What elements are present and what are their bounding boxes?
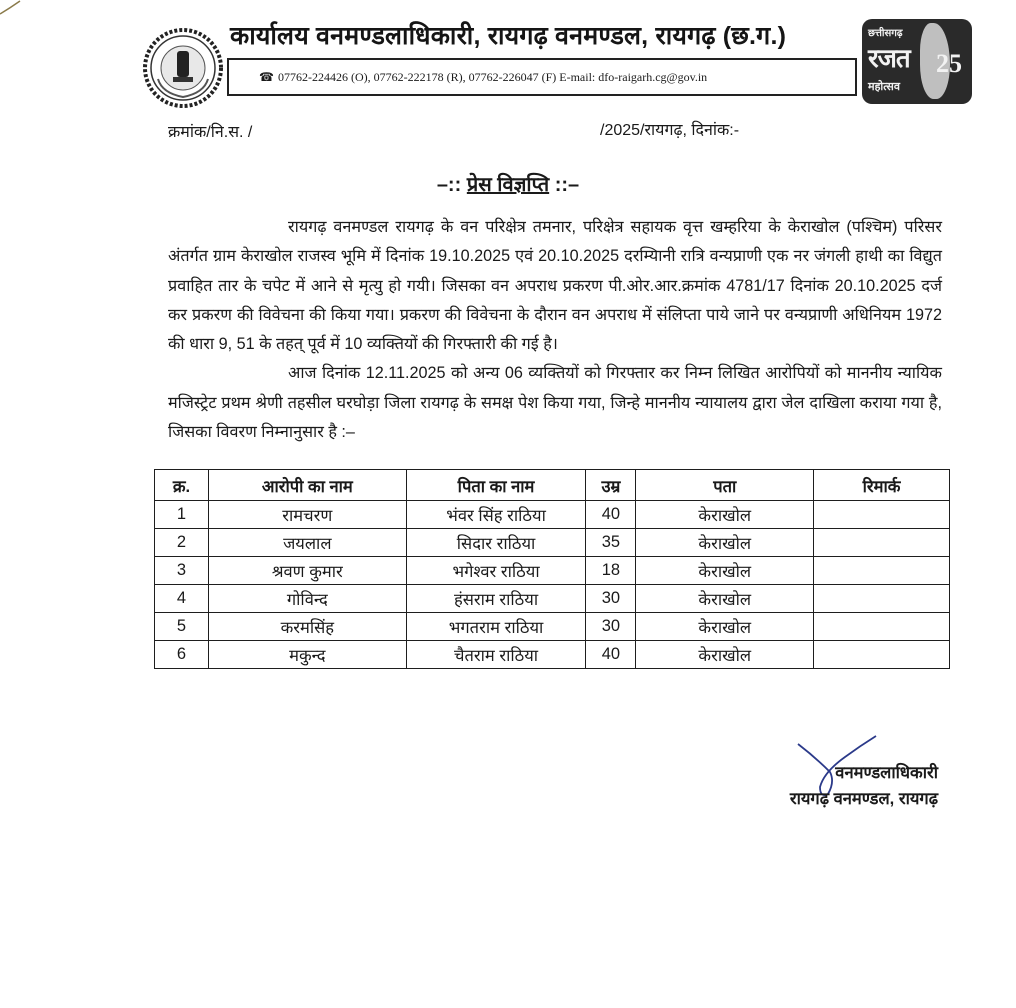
contact-box — [227, 58, 857, 96]
table-row — [155, 613, 950, 641]
cell-accused-name: श्रवण कुमार — [208, 557, 406, 585]
cell-serial: 5 — [155, 613, 209, 641]
cell-father-name: भगेश्वर राठिया — [406, 557, 586, 585]
cell-accused-name: गोविन्द — [208, 585, 406, 613]
body-paragraph-2: आज दिनांक 12.11.2025 को अन्य 06 व्यक्तियों को गिरफ्तार कर निम्न लिखित आरोपियों को माननीय न्यायिक मजिस्ट्रेट प्रथम श्रेणी तहसील घरघोड़ा जिला रायगढ़ के समक्ष पेश किया गया, जिन्हे माननीय न्यायालय द्वारा जेल दाखिला कराया गया है, जिसका विवरण निम्नानुसार है :– — [168, 364, 942, 442]
corner-mark — [0, 0, 22, 16]
cell-serial: 3 — [155, 557, 209, 585]
header-address: पता — [636, 470, 814, 501]
cell-remark — [814, 585, 950, 613]
header-remark: रिमार्क — [814, 470, 950, 501]
contact-line: 07762-224426 (O), 07762-222178 (R), 07762-226047 (F) E-mail: dfo-raigarh.cg@gov.in — [277, 69, 708, 84]
cell-accused-name: मकुन्द — [208, 641, 406, 669]
table-row — [155, 501, 950, 529]
rajat-mahotsav-logo — [862, 19, 972, 104]
cell-age: 30 — [586, 585, 636, 613]
cell-age: 18 — [586, 557, 636, 585]
title-suffix: ::– — [554, 174, 580, 196]
cell-age: 35 — [586, 529, 636, 557]
cell-remark — [814, 529, 950, 557]
cell-age: 30 — [586, 613, 636, 641]
signature-block — [728, 760, 938, 812]
table-row — [155, 641, 950, 669]
signatory-office: रायगढ़ वनमण्डल, रायगढ़ — [789, 790, 938, 808]
header-age: उम्र — [586, 470, 636, 501]
title-prefix: –:: — [436, 174, 462, 196]
cell-address: केराखोल — [636, 501, 814, 529]
office-title: कार्यालय वनमण्डलाधिकारी, रायगढ़ वनमण्डल, रायगढ़ (छ.ग.) — [230, 22, 787, 50]
cell-father-name: भंवर सिंह राठिया — [406, 501, 586, 529]
cell-address: केराखोल — [636, 585, 814, 613]
cell-father-name: भगतराम राठिया — [406, 613, 586, 641]
header-accused-name: आरोपी का नाम — [208, 470, 406, 501]
cell-address: केराखोल — [636, 529, 814, 557]
cell-address: केराखोल — [636, 613, 814, 641]
reference-number: क्रमांक/नि.स. / — [168, 124, 253, 141]
cell-father-name: चैतराम राठिया — [406, 641, 586, 669]
table-row — [155, 529, 950, 557]
table-row — [155, 557, 950, 585]
cell-accused-name: जयलाल — [208, 529, 406, 557]
cell-accused-name: करमसिंह — [208, 613, 406, 641]
cell-father-name: हंसराम राठिया — [406, 585, 586, 613]
table-row — [155, 585, 950, 613]
cell-serial: 1 — [155, 501, 209, 529]
title-text: प्रेस विज्ञप्ति — [466, 174, 550, 196]
cell-remark — [814, 557, 950, 585]
cell-address: केराखोल — [636, 641, 814, 669]
cell-remark — [814, 641, 950, 669]
cell-age: 40 — [586, 501, 636, 529]
cell-serial: 2 — [155, 529, 209, 557]
cell-serial: 4 — [155, 585, 209, 613]
logo-number: 25 — [936, 49, 962, 78]
header-serial: क्र. — [155, 470, 209, 501]
cell-father-name: सिदार राठिया — [406, 529, 586, 557]
state-emblem-icon — [142, 27, 224, 109]
phone-icon: ☎ — [259, 69, 274, 84]
logo-top-text: छत्तीसगढ़ — [868, 28, 903, 39]
cell-serial: 6 — [155, 641, 209, 669]
logo-middle-text: रजत — [868, 43, 910, 73]
header-father-name: पिता का नाम — [406, 470, 586, 501]
cell-remark — [814, 501, 950, 529]
table-header-row — [155, 470, 950, 501]
press-release-body — [168, 213, 942, 447]
accused-table — [154, 469, 950, 669]
body-paragraph-1: रायगढ़ वनमण्डल रायगढ़ के वन परिक्षेत्र तमनार, परिक्षेत्र सहायक वृत्त खम्हरिया के केराखोल (पश्चिम) परिसर अंतर्गत ग्राम केराखोल राजस्व भूमि में दिनांक 19.10.2025 एवं 20.10.2025 दरम्यिानी रात्रि वन्यप्राणी एक नर जंगली हाथी का विद्युत प्रवाहित तार के चपेट में आने से मृत्यु हो गयी। जिसका वन अपराध प्रकरण पी.ओर.आर.क्रमांक 4781/17 दिनांक 20.10.2025 दर्ज कर प्रकरण की विवेचना की किया गया। प्रकरण की विवेचना के दौरान वन अपराध में संलिप्ता पाये जाने पर वन्यप्राणी अधिनियम 1972 की धारा 9, 51 के तहत् पूर्व में 10 व्यक्तियों की गिरफ्तारी की गई है। — [168, 218, 942, 354]
press-release-title — [0, 170, 1016, 197]
signatory-designation: वनमण्डलाधिकारी — [835, 764, 938, 782]
logo-bottom-text: महोत्सव — [868, 81, 900, 93]
cell-accused-name: रामचरण — [208, 501, 406, 529]
cell-remark — [814, 613, 950, 641]
reference-date: /2025/रायगढ़, दिनांक:- — [600, 122, 740, 139]
cell-age: 40 — [586, 641, 636, 669]
cell-address: केराखोल — [636, 557, 814, 585]
